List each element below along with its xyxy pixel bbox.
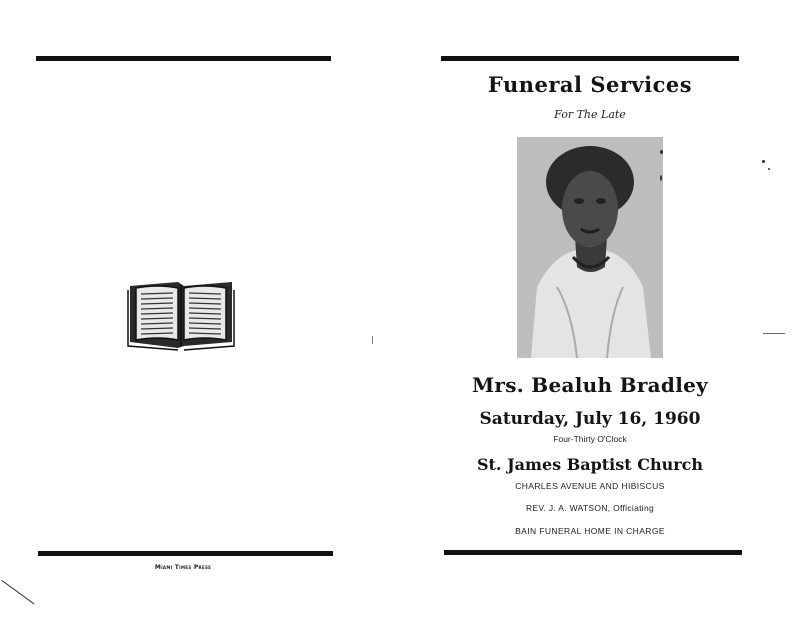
deceased-name: Mrs. Bealuh Bradley: [471, 373, 709, 397]
printer-credit: Miami Times Press: [154, 564, 212, 571]
subtitle: For The Late: [554, 108, 626, 121]
top-rule-right: [441, 56, 739, 61]
scan-speck: [768, 168, 770, 170]
fold-mark: [372, 336, 373, 344]
open-bible-icon: [126, 276, 236, 352]
page-title: Funeral Services: [487, 72, 693, 97]
scan-artifact-dash: [763, 333, 785, 334]
portrait-photo: [517, 137, 663, 358]
scan-artifact-line: [1, 580, 34, 604]
scan-speck: [660, 175, 662, 181]
top-rule-left: [36, 56, 331, 61]
service-date: Saturday, July 16, 1960: [479, 409, 701, 429]
bottom-rule-right: [444, 550, 742, 555]
funeral-home: BAIN FUNERAL HOME IN CHARGE: [515, 526, 665, 536]
officiant: REV. J. A. WATSON, Officiating: [525, 503, 655, 513]
church-address: CHARLES AVENUE AND HIBISCUS: [515, 481, 665, 491]
service-time: Four-Thirty O'Clock: [553, 434, 627, 444]
scan-speck: [762, 160, 765, 163]
bottom-rule-left: [38, 551, 333, 556]
scan-speck: [660, 150, 663, 154]
front-cover: [400, 0, 800, 621]
church-name: St. James Baptist Church: [476, 455, 704, 474]
